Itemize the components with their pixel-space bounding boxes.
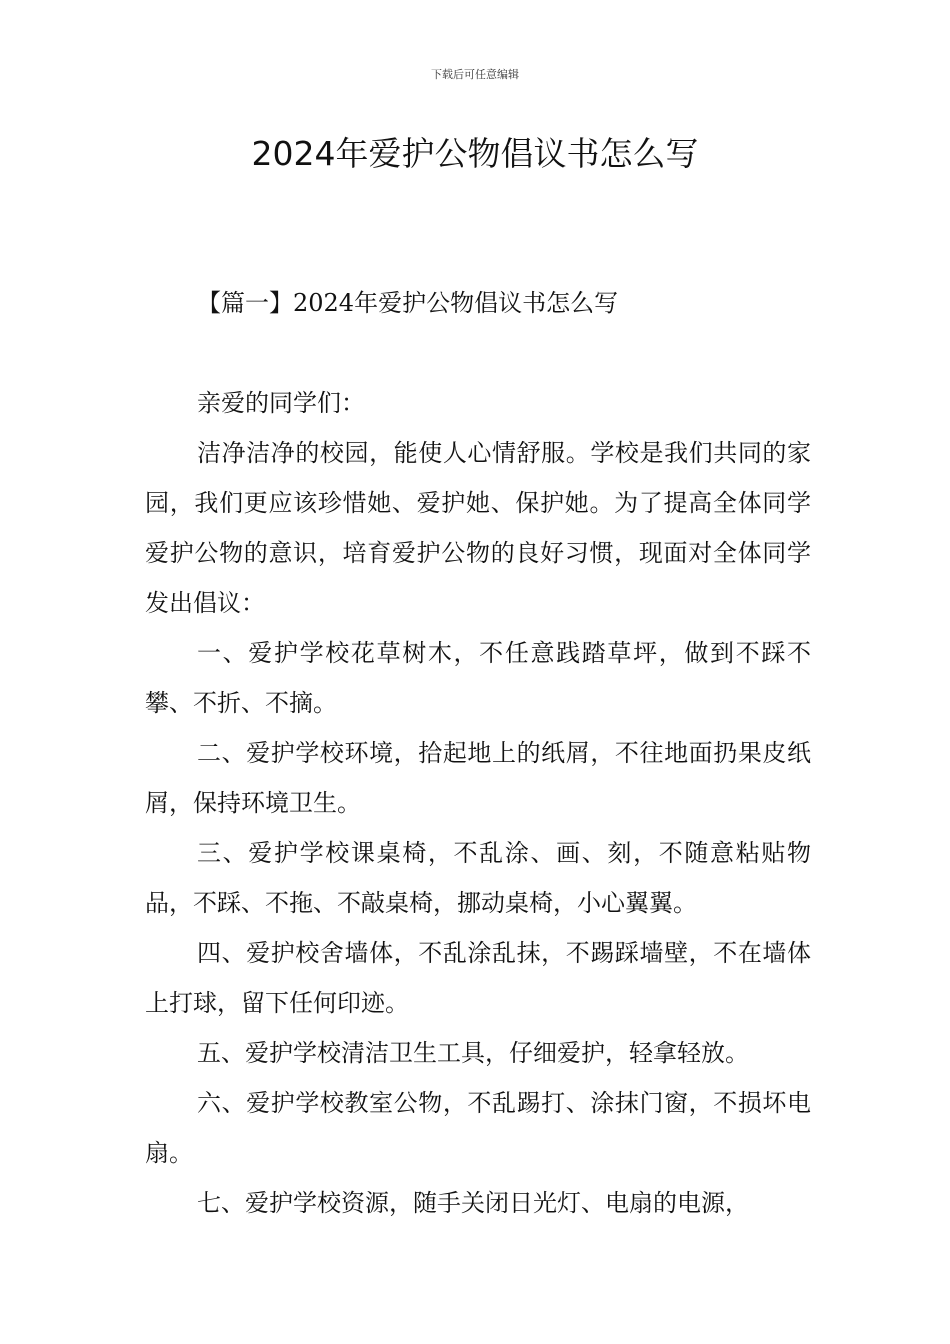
section-heading: 【篇一】2024年爱护公物倡议书怎么写 bbox=[197, 289, 619, 317]
paragraph-item-2: 二、爱护学校环境，拾起地上的纸屑，不往地面扔果皮纸屑，保持环境卫生。 bbox=[145, 739, 811, 817]
document-body bbox=[145, 378, 811, 1228]
paragraph-item-7: 七、爱护学校资源，随手关闭日光灯、电扇的电源， bbox=[197, 1189, 749, 1217]
document-title: 2024年爱护公物倡议书怎么写 bbox=[251, 134, 699, 173]
paragraph-item-6: 六、爱护学校教室公物，不乱踢打、涂抹门窗，不损坏电扇。 bbox=[145, 1089, 811, 1167]
paragraph-item-3: 三、爱护学校课桌椅，不乱涂、画、刻，不随意粘贴物品，不踩、不拖、不敲桌椅，挪动桌椅，小心翼翼。 bbox=[145, 839, 811, 917]
paragraph-item-4: 四、爱护校舍墙体，不乱涂乱抹，不踢踩墙壁，不在墙体上打球，留下任何印迹。 bbox=[145, 939, 811, 1017]
paragraph-intro: 洁净洁净的校园，能使人心情舒服。学校是我们共同的家园，我们更应该珍惜她、爱护她、保护她。为了提高全体同学爱护公物的意识，培育爱护公物的良好习惯，现面对全体同学发出倡议： bbox=[145, 439, 811, 617]
paragraph-item-1: 一、爱护学校花草树木，不任意践踏草坪，做到不踩不攀、不折、不摘。 bbox=[145, 639, 811, 717]
paragraph-item-5: 五、爱护学校清洁卫生工具，仔细爱护，轻拿轻放。 bbox=[197, 1039, 749, 1067]
salutation: 亲爱的同学们： bbox=[197, 389, 365, 417]
header-note: 下载后可任意编辑 bbox=[431, 68, 519, 81]
